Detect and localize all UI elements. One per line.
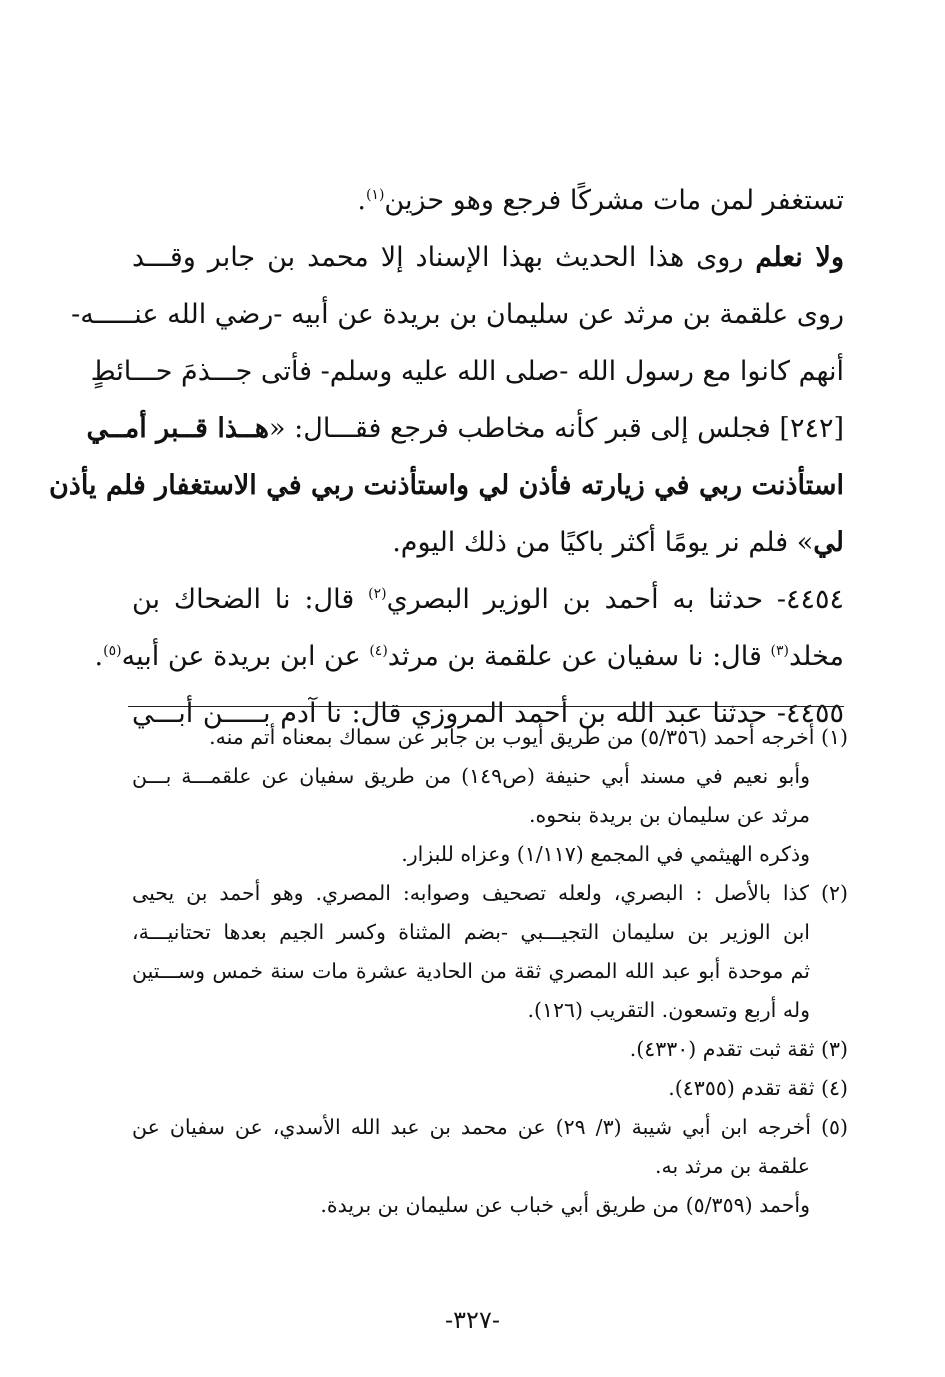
footnote-2-line-3: ثم موحدة أبو عبد الله المصري ثقة من الحادية عشرة مات سنة خمس وســـتين [132, 959, 810, 983]
main-line-4: أنهم كانوا مع رسول الله -صلى الله عليه وسلم- فأتى جـــذمَ حـــائطٍ [90, 356, 844, 387]
bold-lead: ولا نعلم [755, 242, 844, 273]
text-run: قال: نا سفيان عن علقمة بن مرثد [387, 641, 771, 672]
main-text [48, 172, 844, 742]
footnote-3: (٣) ثقة ثبت تقدم (٤٣٣٠). [629, 1037, 848, 1061]
footnote-marker-5: (٥) [103, 643, 122, 659]
text-run: . [94, 641, 104, 672]
hadith-quote-bold: هــذا قــبر أمــي [86, 413, 270, 444]
hadith-4455-line-1: ٤٤٥٥- حدثنا عبد الله بن أحمد المروزي قال: نا آدم بـــــن أبـــي [132, 698, 844, 729]
text-run: عن ابن بريدة عن أبيه [121, 641, 370, 672]
text-run: » فلم نر يومًا أكثر باكيًا من ذلك اليوم. [392, 527, 814, 558]
text-run: . [357, 185, 366, 216]
footnote-2-line-2: ابن الوزير بن سليمان التجيـــبي -بضم المثناة وكسر الجيم بعدها تحتانيـــة، [132, 920, 810, 944]
footnote-marker-1: (١) [365, 187, 385, 203]
footnote-1-line-4: وذكره الهيثمي في المجمع (١/١١٧) وعزاه للبزار. [401, 842, 810, 866]
text-run: ٤٤٥٤- حدثنا به أحمد بن الوزير البصري [386, 584, 844, 615]
footnote-4: (٤) ثقة تقدم (٤٣٥٥). [668, 1076, 848, 1100]
main-line-7 [132, 514, 844, 571]
main-line-2 [132, 229, 844, 286]
footnote-1-line-2: وأبو نعيم في مسند أبي حنيفة (ص١٤٩) من طريق سفيان عن علقمـــة بـــن [132, 764, 810, 788]
footnote-marker-3: (٣) [770, 643, 789, 659]
hadith-quote-bold: لي [813, 527, 844, 558]
footnote-marker-4: (٤) [369, 643, 388, 659]
hadith-4454-line-2 [94, 628, 844, 685]
text-run: مخلد [788, 641, 844, 672]
text-run: قال: نا الضحاك بن [132, 584, 369, 615]
footnote-1-line-3: مرثد عن سليمان بن بريدة بنحوه. [529, 803, 810, 827]
main-line-5 [86, 400, 844, 457]
footnote-1-line-1: (١) أخرجه أحمد (٥/٣٥٦) من طريق أيوب بن جابر عن سماك بمعناه أتم منه. [209, 725, 848, 749]
footnote-5-line-3: وأحمد (٥/٣٥٩) من طريق أبي خباب عن سليمان بن بريدة. [320, 1193, 810, 1217]
text-run: تستغفر لمن مات مشركًا فرجع وهو حزين [384, 185, 844, 216]
text-run: [٢٤٢] فجلس إلى قبر كأنه مخاطب فرجع فقـــال: « [269, 413, 844, 444]
footnote-2-line-4: وله أربع وتسعون. التقريب (١٢٦). [527, 998, 810, 1022]
text-run: روى هذا الحديث بهذا الإسناد إلا محمد بن جابر وقـــد [132, 242, 744, 273]
footnote-separator [128, 706, 844, 707]
hadith-4454-line-1 [132, 571, 844, 628]
main-line-1 [132, 172, 844, 229]
footnote-5-line-1: (٥) أخرجه ابن أبي شيبة (٣/ ٢٩) عن محمد بن عبد الله الأسدي، عن سفيان عن [132, 1115, 848, 1139]
page-number: -٣٢٧- [445, 1306, 500, 1334]
footnote-2-line-1: (٢) كذا بالأصل : البصري، ولعله تصحيف وصوابه: المصري. وهو أحمد بن يحيى [132, 881, 848, 905]
footnotes [132, 718, 848, 1225]
footnote-marker-2: (٢) [368, 586, 387, 602]
footnote-5-line-2: علقمة بن مرثد به. [654, 1154, 810, 1178]
main-line-3: روى علقمة بن مرثد عن سليمان بن بريدة عن أبيه -رضي الله عنـــــه- [71, 299, 844, 330]
main-line-6: استأذنت ربي في زيارته فأذن لي واستأذنت ربي في الاستغفار فلم يأذن [48, 470, 844, 501]
